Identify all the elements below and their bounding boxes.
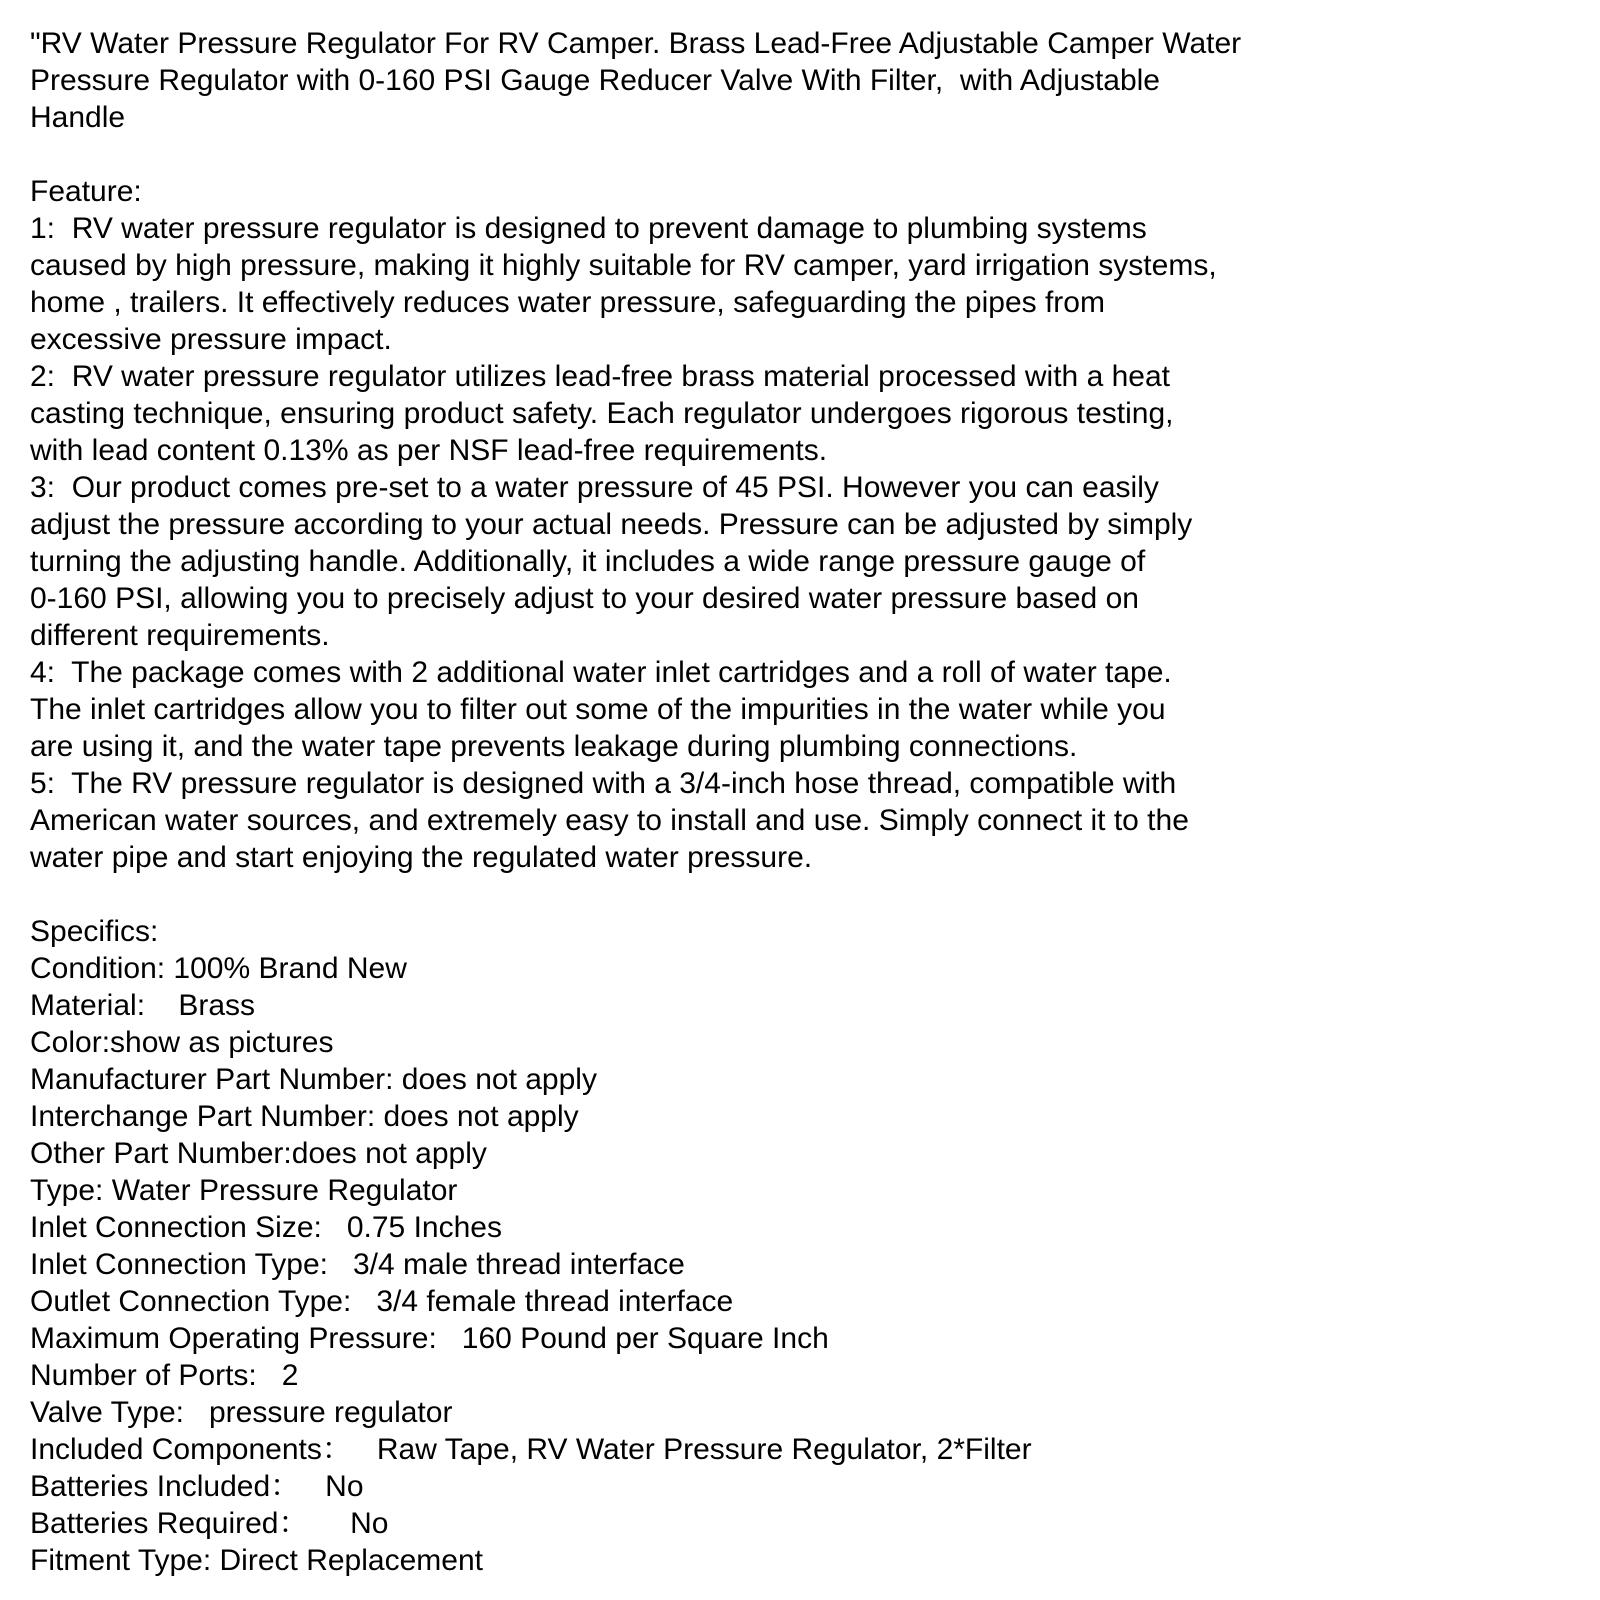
blank-line [30,136,1580,173]
text-line: 1: RV water pressure regulator is designed to prevent damage to plumbing systems [30,212,1147,245]
text-line: Inlet Connection Type: 3/4 male thread interface [30,1248,685,1281]
text-line: 5: The RV pressure regulator is designed with a 3/4-inch hose thread, compatible with [30,767,1177,800]
text-line: Condition: 100% Brand New [30,952,407,985]
text-line: American water sources, and extremely easy to install and use. Simply connect it to the [30,804,1189,837]
text-line: Color:show as pictures [30,1026,334,1059]
text-line: home , trailers. It effectively reduces water pressure, safeguarding the pipes from [30,286,1105,319]
specifics-heading: Specifics: [30,915,159,948]
text-line: caused by high pressure, making it highly suitable for RV camper, yard irrigation systems, [30,249,1217,282]
text-line: Batteries Required： No [30,1507,389,1540]
text-line: 2: RV water pressure regulator utilizes lead-free brass material processed with a heat [30,360,1170,393]
text-line: Type: Water Pressure Regulator [30,1174,458,1207]
text-line: casting technique, ensuring product safety. Each regulator undergoes rigorous testing, [30,397,1174,430]
feature-item-1 [30,210,1580,358]
text-line: Pressure Regulator with 0-160 PSI Gauge Reducer Valve With Filter, with Adjustable [30,64,1160,97]
feature-item-2 [30,358,1580,469]
feature-item-3 [30,469,1580,654]
text-line: Other Part Number:does not apply [30,1137,487,1170]
text-line: 0-160 PSI, allowing you to precisely adjust to your desired water pressure based on [30,582,1139,615]
text-line: Included Components： Raw Tape, RV Water Pressure Regulator, 2*Filter [30,1433,1032,1466]
text-line: "RV Water Pressure Regulator For RV Camper. Brass Lead-Free Adjustable Camper Water [30,27,1242,60]
text-line: adjust the pressure according to your actual needs. Pressure can be adjusted by simply [30,508,1193,541]
text-line: with lead content 0.13% as per NSF lead-free requirements. [30,434,828,467]
product-title [30,25,1580,136]
text-line: Maximum Operating Pressure: 160 Pound per Square Inch [30,1322,829,1355]
text-line: Handle [30,101,126,134]
specifics-list [30,950,1580,1579]
feature-item-5 [30,765,1580,876]
text-line: Fitment Type: Direct Replacement [30,1544,483,1577]
text-line: Outlet Connection Type: 3/4 female thread interface [30,1285,734,1318]
text-line: Interchange Part Number: does not apply [30,1100,579,1133]
text-line: excessive pressure impact. [30,323,392,356]
text-line: The inlet cartridges allow you to filter out some of the impurities in the water while you [30,693,1166,726]
feature-heading: Feature: [30,175,142,208]
text-line: Inlet Connection Size: 0.75 Inches [30,1211,502,1244]
text-line: Batteries Included： No [30,1470,364,1503]
text-line: are using it, and the water tape prevents leakage during plumbing connections. [30,730,1078,763]
text-line: different requirements. [30,619,330,652]
feature-item-4 [30,654,1580,765]
text-line: 3: Our product comes pre-set to a water pressure of 45 PSI. However you can easily [30,471,1159,504]
text-line: Valve Type: pressure regulator [30,1396,453,1429]
text-line: Material: Brass [30,989,256,1022]
text-line: Manufacturer Part Number: does not apply [30,1063,597,1096]
text-line: turning the adjusting handle. Additionally, it includes a wide range pressure gauge of [30,545,1146,578]
text-line: water pipe and start enjoying the regulated water pressure. [30,841,813,874]
text-line: 4: The package comes with 2 additional water inlet cartridges and a roll of water tape. [30,656,1172,689]
blank-line [30,876,1580,913]
text-line: Number of Ports: 2 [30,1359,299,1392]
